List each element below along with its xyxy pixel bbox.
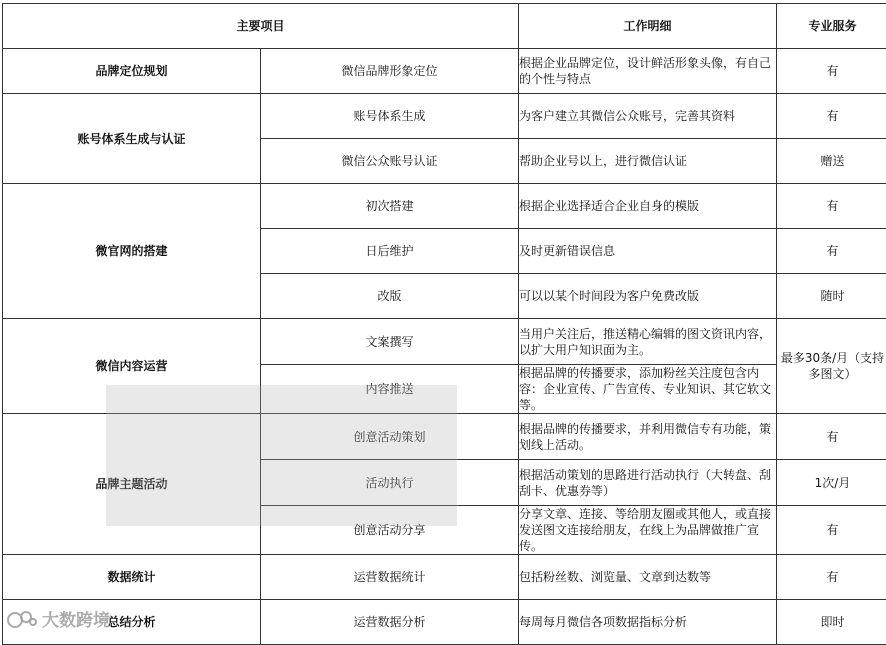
detail-cell: 根据企业品牌定位，设计鲜活形象头像，有自己的个性与特点 bbox=[519, 49, 777, 94]
category-cell: 品牌主题活动 bbox=[3, 414, 261, 555]
service-cell: 随时 bbox=[777, 274, 886, 319]
category-cell: 数据统计 bbox=[3, 555, 261, 600]
subitem-cell: 创意活动策划 bbox=[261, 414, 519, 460]
subitem-cell: 日后维护 bbox=[261, 229, 519, 274]
service-cell: 有 bbox=[777, 184, 886, 229]
service-cell: 即时 bbox=[777, 600, 886, 645]
category-cell: 总结分析 bbox=[3, 600, 261, 645]
detail-cell: 为客户建立其微信公众账号，完善其资料 bbox=[519, 94, 777, 139]
subitem-cell: 微信品牌形象定位 bbox=[261, 49, 519, 94]
category-cell: 微官网的搭建 bbox=[3, 184, 261, 319]
category-cell: 品牌定位规划 bbox=[3, 49, 261, 94]
table-row bbox=[3, 555, 886, 600]
service-cell: 有 bbox=[777, 49, 886, 94]
service-cell: 有 bbox=[777, 414, 886, 460]
service-table bbox=[2, 3, 886, 645]
service-cell: 有 bbox=[777, 94, 886, 139]
service-cell: 赠送 bbox=[777, 139, 886, 184]
watermark-logo-icon bbox=[6, 608, 38, 630]
service-cell: 有 bbox=[777, 555, 886, 600]
subitem-cell: 内容推送 bbox=[261, 365, 519, 414]
table-row bbox=[3, 319, 886, 365]
subitem-cell: 微信公众账号认证 bbox=[261, 139, 519, 184]
detail-cell: 根据品牌的传播要求，并利用微信专有功能，策划线上活动。 bbox=[519, 414, 777, 460]
subitem-cell: 运营数据分析 bbox=[261, 600, 519, 645]
header-row bbox=[3, 4, 886, 49]
watermark bbox=[6, 606, 110, 631]
header-main-project: 主要项目 bbox=[3, 4, 519, 49]
table-row bbox=[3, 184, 886, 229]
table-row bbox=[3, 94, 886, 139]
header-work-details: 工作明细 bbox=[519, 4, 777, 49]
watermark-text: 大数跨境 bbox=[42, 606, 110, 631]
service-cell: 最多30条/月（支持多图文） bbox=[777, 319, 886, 414]
detail-cell: 及时更新错误信息 bbox=[519, 229, 777, 274]
service-cell: 有 bbox=[777, 229, 886, 274]
detail-cell: 包括粉丝数、浏览量、文章到达数等 bbox=[519, 555, 777, 600]
subitem-cell: 文案撰写 bbox=[261, 319, 519, 365]
detail-cell: 每周每月微信各项数据指标分析 bbox=[519, 600, 777, 645]
category-cell: 微信内容运营 bbox=[3, 319, 261, 414]
detail-cell: 可以以某个时间段为客户免费改版 bbox=[519, 274, 777, 319]
detail-cell: 根据品牌的传播要求，添加粉丝关注度包含内容：企业宣传、广告宣传、专业知识、其它软文等。 bbox=[519, 365, 777, 414]
service-cell: 有 bbox=[777, 506, 886, 555]
category-cell: 账号体系生成与认证 bbox=[3, 94, 261, 184]
table-row bbox=[3, 414, 886, 460]
detail-cell: 根据企业选择适合企业自身的模版 bbox=[519, 184, 777, 229]
header-professional-service: 专业服务 bbox=[777, 4, 886, 49]
subitem-cell: 初次搭建 bbox=[261, 184, 519, 229]
subitem-cell: 创意活动分享 bbox=[261, 506, 519, 555]
table-row bbox=[3, 49, 886, 94]
subitem-cell: 改版 bbox=[261, 274, 519, 319]
subitem-cell: 账号体系生成 bbox=[261, 94, 519, 139]
subitem-cell: 运营数据统计 bbox=[261, 555, 519, 600]
detail-cell: 帮助企业号以上，进行微信认证 bbox=[519, 139, 777, 184]
detail-cell: 根据活动策划的思路进行活动执行（大转盘、刮刮卡、优惠券等） bbox=[519, 460, 777, 506]
detail-cell: 分享文章、连接、等给朋友圈或其他人，或直接发送图文连接给朋友，在线上为品牌做推广宣传。 bbox=[519, 506, 777, 555]
detail-cell: 当用户关注后，推送精心编辑的图文资讯内容，以扩大用户知识面为主。 bbox=[519, 319, 777, 365]
subitem-cell: 活动执行 bbox=[261, 460, 519, 506]
service-cell: 1次/月 bbox=[777, 460, 886, 506]
